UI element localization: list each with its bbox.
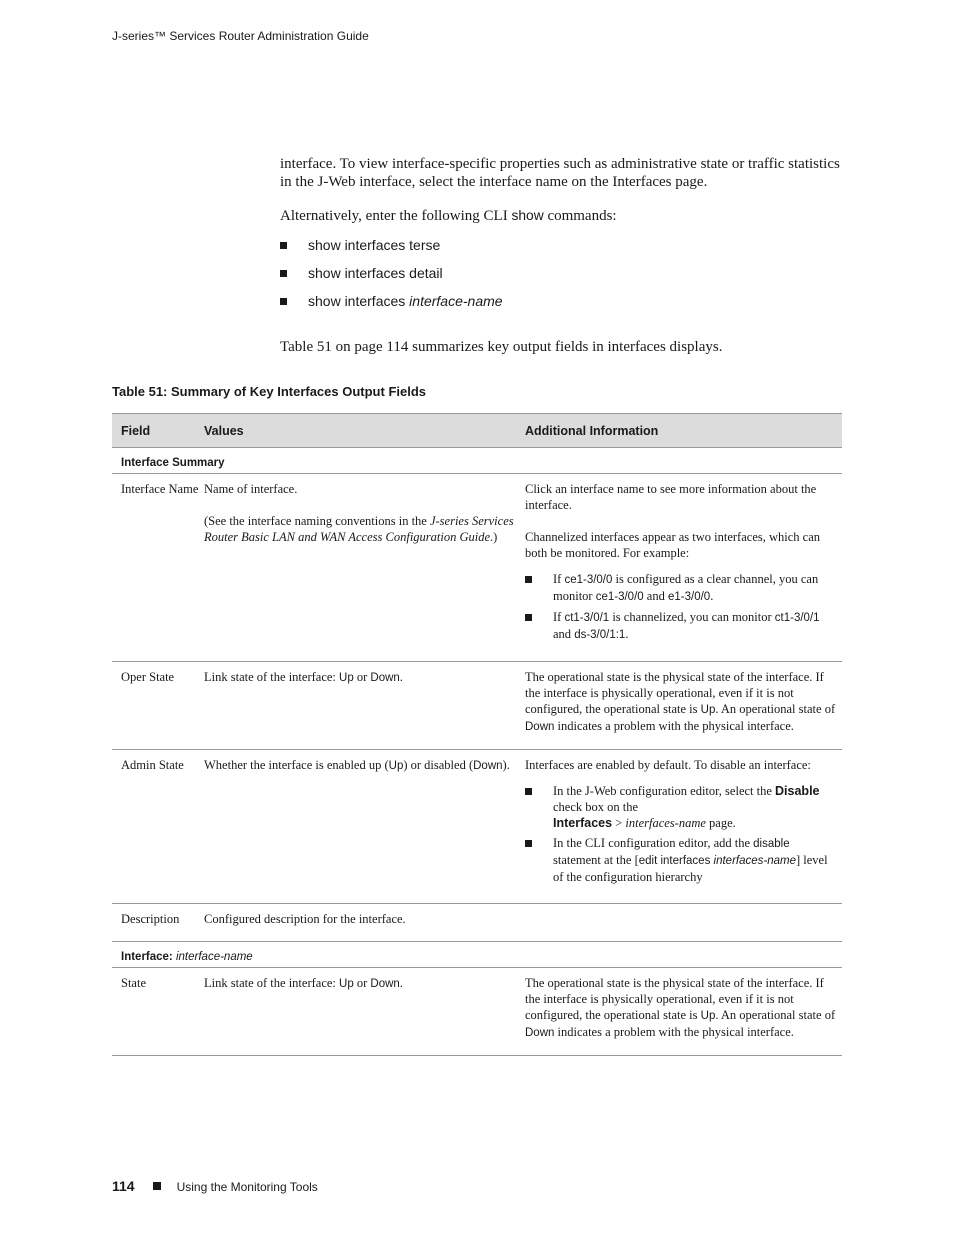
bullet-icon <box>525 788 532 795</box>
table-row <box>112 904 842 942</box>
command-list <box>280 236 850 320</box>
section-row <box>112 942 842 968</box>
bullet-icon <box>153 1182 161 1190</box>
list-item: If ce1-3/0/0 is configured as a clear channel, you can monitor ce1-3/0/0 and e1-3/0/0. <box>525 571 836 605</box>
field-cell: State <box>112 968 204 1056</box>
list-item: In the J-Web configuration editor, select the Disable check box on the Interfaces > interfaces-name page. <box>525 783 836 831</box>
info-cell: Click an interface name to see more information about the interface. Channelized interfaces appear as two interfaces, which can both be monitored. For example: If ce1-3/0/0 is configured as a clear channel, you can monitor ce1-3/0/0 and e1-3/0/0. If ct1-3/0/1 is channelized, you can monitor ct1-3/0/1 and ds-3/0/1:1. <box>525 474 842 662</box>
list-item: In the CLI configuration editor, add the disable statement at the [edit interfaces interfaces-name] level of the configuration hierarchy <box>525 835 836 885</box>
values-cell: Configured description for the interface. <box>204 904 525 942</box>
bullet-icon <box>280 242 287 249</box>
page-number: 114 <box>112 1178 135 1194</box>
table-header-row <box>112 414 842 448</box>
info-cell: The operational state is the physical state of the interface. If the interface is physically operational, even if it is not configured, the operational state is Up. An operational state of Down indicates a problem with the physical interface. <box>525 662 842 750</box>
table-reference-paragraph: Table 51 on page 114 summarizes key output fields in interfaces displays. <box>280 339 723 355</box>
table-row <box>112 968 842 1056</box>
running-header: J-series™ Services Router Administration Guide <box>112 29 369 43</box>
interfaces-output-table <box>112 413 842 1056</box>
field-cell: Interface Name <box>112 474 204 662</box>
instruction-list <box>525 783 836 885</box>
field-cell: Admin State <box>112 750 204 904</box>
inline-command: show <box>511 208 544 223</box>
column-header-values: Values <box>204 414 525 448</box>
list-item: If ct1-3/0/1 is channelized, you can monitor ct1-3/0/1 and ds-3/0/1:1. <box>525 609 836 643</box>
bullet-icon <box>280 298 287 305</box>
table-row <box>112 662 842 750</box>
field-cell: Oper State <box>112 662 204 750</box>
values-cell: Link state of the interface: Up or Down. <box>204 662 525 750</box>
field-cell: Description <box>112 904 204 942</box>
command-item: show interfaces detail <box>280 264 850 292</box>
bullet-icon <box>280 270 287 277</box>
table-row <box>112 474 842 662</box>
footer-section-title: Using the Monitoring Tools <box>176 1180 318 1194</box>
intro-paragraph: interface. To view interface-specific properties such as administrative state or traffic statistics in the J-Web interface, select the interface name on the Interfaces page. <box>280 156 840 190</box>
book-title: J-series Services Router Basic LAN and WAN Access Configuration Guide <box>204 514 514 544</box>
section-title: Interface Summary <box>112 448 842 474</box>
section-row <box>112 448 842 474</box>
values-cell: Whether the interface is enabled up (Up) or disabled (Down). <box>204 750 525 904</box>
values-cell: Link state of the interface: Up or Down. <box>204 968 525 1056</box>
intro-text <box>280 155 850 356</box>
column-header-additional-info: Additional Information <box>525 414 842 448</box>
info-cell <box>525 904 842 942</box>
bullet-icon <box>525 614 532 621</box>
info-cell: Interfaces are enabled by default. To disable an interface: In the J-Web configuration editor, select the Disable check box on the Interfaces > interfaces-name page. In the CLI configuration editor, add the disable statement at the [edit interfaces interfaces-name] level of the configuration hierarchy <box>525 750 842 904</box>
bullet-icon <box>525 840 532 847</box>
example-list <box>525 571 836 643</box>
page-footer <box>112 1178 318 1194</box>
bullet-icon <box>525 576 532 583</box>
command-item: show interfaces interface-name <box>280 292 850 320</box>
table-row <box>112 750 842 904</box>
column-header-field: Field <box>112 414 204 448</box>
table-caption: Table 51: Summary of Key Interfaces Output Fields <box>112 384 427 399</box>
alternative-paragraph: Alternatively, enter the following CLI show commands: <box>280 208 617 224</box>
values-cell: Name of interface. (See the interface naming conventions in the J-series Services Router Basic LAN and WAN Access Configuration Guide.) <box>204 474 525 662</box>
info-cell: The operational state is the physical state of the interface. If the interface is physically operational, even if it is not configured, the operational state is Up. An operational state of Down indicates a problem with the physical interface. <box>525 968 842 1056</box>
command-argument: interface-name <box>409 293 503 309</box>
command-item: show interfaces terse <box>280 236 850 264</box>
section-title: Interface: interface-name <box>112 942 842 968</box>
